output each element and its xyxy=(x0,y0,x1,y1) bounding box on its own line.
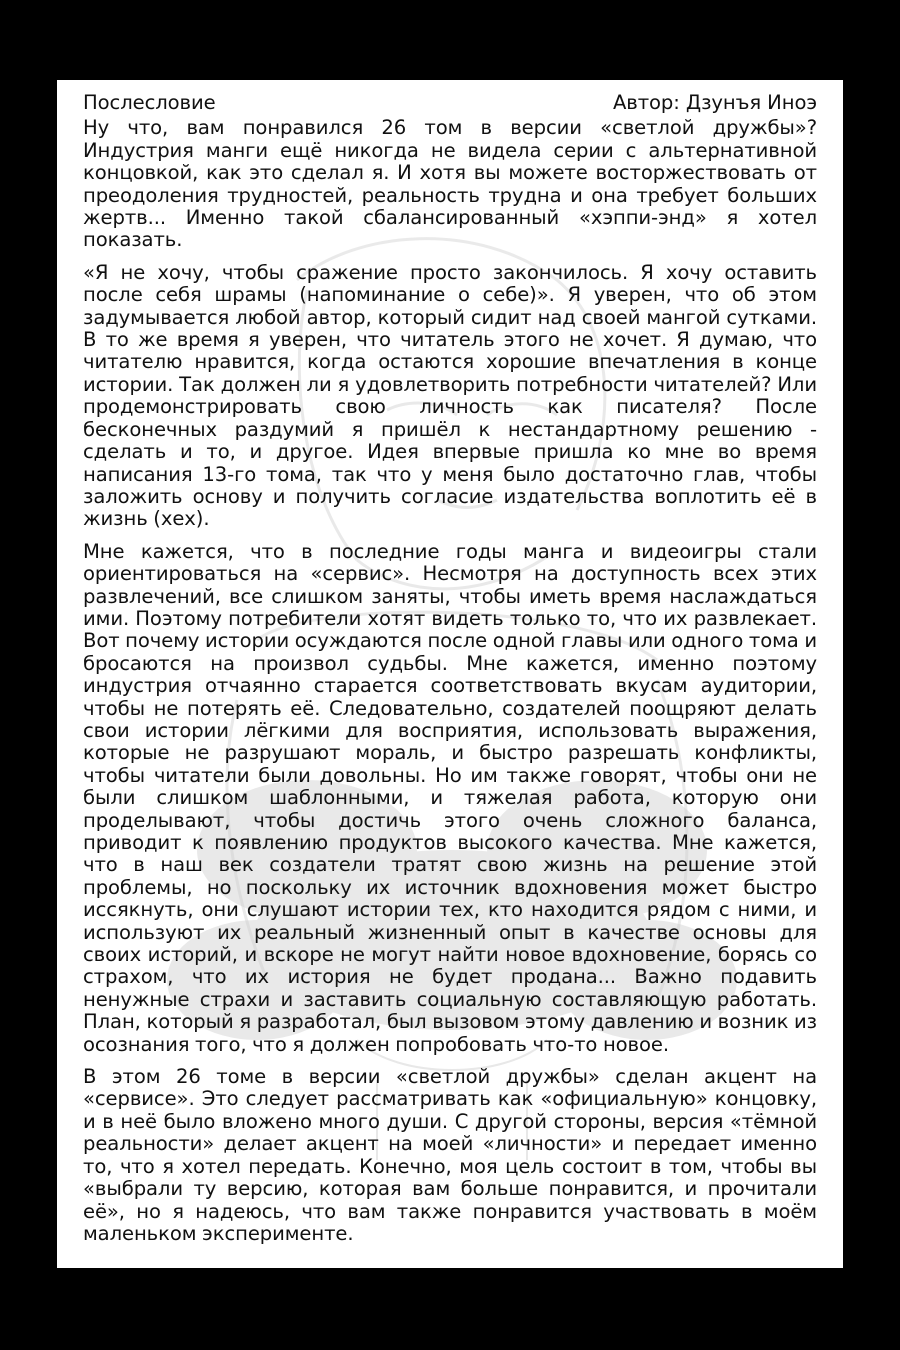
page-title: Послесловие xyxy=(83,91,216,114)
header-row xyxy=(83,92,817,114)
paragraph-2: «Я не хочу, чтобы сражение просто закончилось. Я хочу оставить после себя шрамы (напоминание о себе)». Я уверен, что об этом задумывается любой автор, который сидит над своей мангой сутками. В то же время я уверен, что читатель этого не хочет. Я думаю, что читателю нравится, когда остаются хорошие впечатления в конце истории. Так должен ли я удовлетворить потребности читателей? Или продемонстрировать свою личность как писателя? После бесконечных раздумий я пришёл к нестандартному решению - сделать и то, и другое. Идея впервые пришла ко мне во время написания 13-го тома, так что у меня было достаточно глав, чтобы заложить основу и получить согласие издательства воплотить её в жизнь (хех). xyxy=(83,260,817,531)
paragraph-1: Ну что, вам понравился 26 том в версии «светлой дружбы»? Индустрия манги ещё никогда не видела серии с альтернативной концовкой, как это сделал я. И хотя вы можете восторжествовать от преодоления трудностей, реальность трудна и она требует больших жертв... Именно такой сбалансированный «хэппи-энд» я хотел показать. xyxy=(83,116,817,252)
author-credit: Автор: Дзунъя Иноэ xyxy=(612,91,817,114)
paragraph-4: В этом 26 томе в версии «светлой дружбы» сделан акцент на «сервисе». Это следует рассматривать как «официальную» концовку, и в неё было вложено много души. С другой стороны, версия «тёмной реальности» делает акцент на моей «личности» и передает именно то, что я хотел передать. Конечно, моя цель состоит в том, чтобы вы «выбрали ту версию, которая вам больше понравится, и прочитали её», но я надеюсь, что вам также понравится участвовать в моём маленьком эксперименте. xyxy=(83,1065,817,1245)
afterword-page xyxy=(57,80,843,1268)
afterword-text xyxy=(83,92,817,1255)
paragraph-3: Мне кажется, что в последние годы манга и видеоигры стали ориентироваться на «сервис». Несмотря на доступность всех этих развлечений, все слишком заняты, чтобы иметь время наслаждаться ими. Поэтому потребители хотят видеть только то, что их развлекает. Вот почему истории осуждаются после одной главы или одного тома и бросаются на произвол судьбы. Мне кажется, именно поэтому индустрия отчаянно старается соответствовать вкусам аудитории, чтобы не потерять её. Следовательно, создателей поощряют делать свои истории лёгкими для восприятия, использовать выражения, которые не разрушают мораль, и быстро разрешать конфликты, чтобы читатели были довольны. Но им также говорят, чтобы они не были слишком шаблонными, и тяжелая работа, которую они проделывают, чтобы достичь этого очень сложного баланса, приводит к появлению продуктов высокого качества. Мне кажется, что в наш век создатели тратят свою жизнь на решение этой проблемы, но поскольку их источник вдохновения может быстро иссякнуть, они слушают истории тех, кто находится рядом с ними, и используют их реальный жизненный опыт в качестве основы для своих историй, и вскоре не могут найти новое вдохновение, борясь со страхом, что их история не будет продана... Важно подавить ненужные страхи и заставить социальную составляющую работать. План, который я разработал, был вызовом этому давлению и возник из осознания того, что я должен попробовать что-то новое. xyxy=(83,539,817,1056)
